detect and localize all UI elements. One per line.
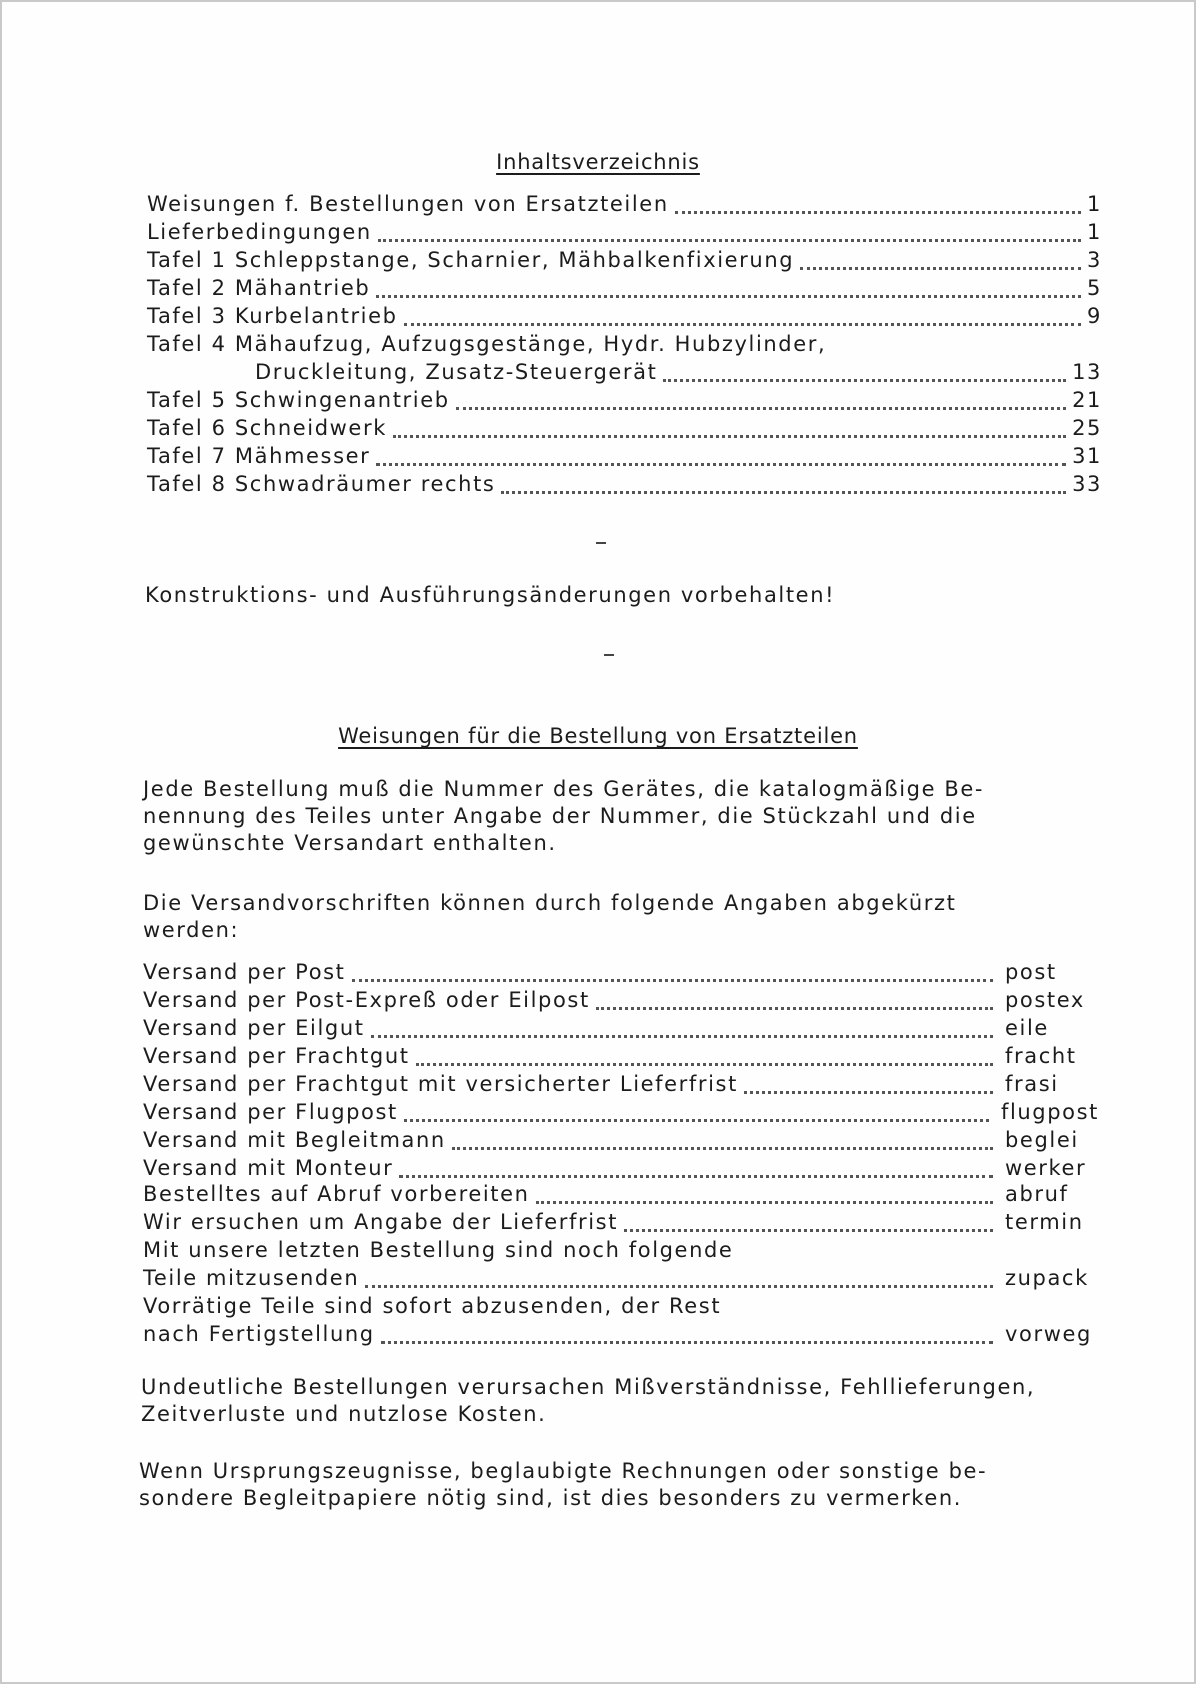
documents-paragraph: Wenn Ursprungszeugnisse, beglaubigte Rechnungen oder sonstige be- sondere Begleitpapiere nötig sind, ist dies besonders zu vermerken. (139, 1459, 988, 1510)
toc-entry: Tafel 2 Mähantrieb 5 (147, 276, 1102, 300)
toc-entry: Tafel 1 Schleppstange, Scharnier, Mähbalkenfixierung 3 (147, 248, 1102, 272)
warning-paragraph: Undeutliche Bestellungen verursachen Mißverständnisse, Fehllieferungen, Zeitverluste und nutzlose Kosten. (141, 1375, 1036, 1426)
shipping-intro: Die Versandvorschriften können durch folgende Angaben abgekürzt werden: (143, 891, 957, 942)
toc-heading: Inhaltsverzeichnis (496, 150, 700, 174)
toc-entry: Druckleitung, Zusatz-Steuergerät 13 (255, 360, 1102, 384)
shipping-row: Bestelltes auf Abruf vorbereiten abruf (143, 1182, 1069, 1206)
toc-entry: Tafel 5 Schwingenantrieb 21 (147, 388, 1102, 412)
shipping-row: Mit unsere letzten Bestellung sind noch folgende (143, 1238, 734, 1262)
separator-dash (596, 542, 606, 544)
toc-entry: Lieferbedingungen 1 (147, 220, 1102, 244)
shipping-row: Versand per Post post (143, 960, 1057, 984)
toc-entry: Tafel 6 Schneidwerk 25 (147, 416, 1102, 440)
shipping-row: Wir ersuchen um Angabe der Lieferfrist termin (143, 1210, 1084, 1234)
toc-entry: Tafel 8 Schwadräumer rechts 33 (147, 472, 1102, 496)
toc-entry: Tafel 3 Kurbelantrieb 9 (147, 304, 1102, 328)
separator-dash (604, 654, 614, 656)
shipping-row: Versand per Flugpost flugpost (143, 1100, 1099, 1124)
shipping-row: Teile mitzusenden zupack (143, 1266, 1089, 1290)
toc-entry: Tafel 7 Mähmesser 31 (147, 444, 1102, 468)
instructions-heading: Weisungen für die Bestellung von Ersatzteilen (338, 724, 858, 748)
toc-entry: Weisungen f. Bestellungen von Ersatzteilen 1 (147, 192, 1102, 216)
toc-entry: Tafel 4 Mähaufzug, Aufzugsgestänge, Hydr. Hubzylinder, (147, 332, 827, 356)
shipping-row: Versand per Eilgut eile (143, 1016, 1049, 1040)
shipping-row: Versand per Post-Expreß oder Eilpost postex (143, 988, 1085, 1012)
shipping-row: nach Fertigstellung vorweg (143, 1322, 1092, 1346)
shipping-row: Vorrätige Teile sind sofort abzusenden, der Rest (143, 1294, 722, 1318)
shipping-row: Versand per Frachtgut fracht (143, 1044, 1077, 1068)
shipping-row: Versand mit Begleitmann beglei (143, 1128, 1079, 1152)
notice-text: Konstruktions- und Ausführungsänderungen vorbehalten! (145, 583, 836, 607)
instructions-paragraph: Jede Bestellung muß die Nummer des Gerätes, die katalogmäßige Be- nennung des Teiles unter Angabe der Nummer, die Stückzahl und die gewünschte Versandart enthalten. (143, 777, 985, 855)
shipping-row: Versand mit Monteur werker (143, 1156, 1087, 1180)
shipping-row: Versand per Frachtgut mit versicherter Lieferfrist frasi (143, 1072, 1059, 1096)
